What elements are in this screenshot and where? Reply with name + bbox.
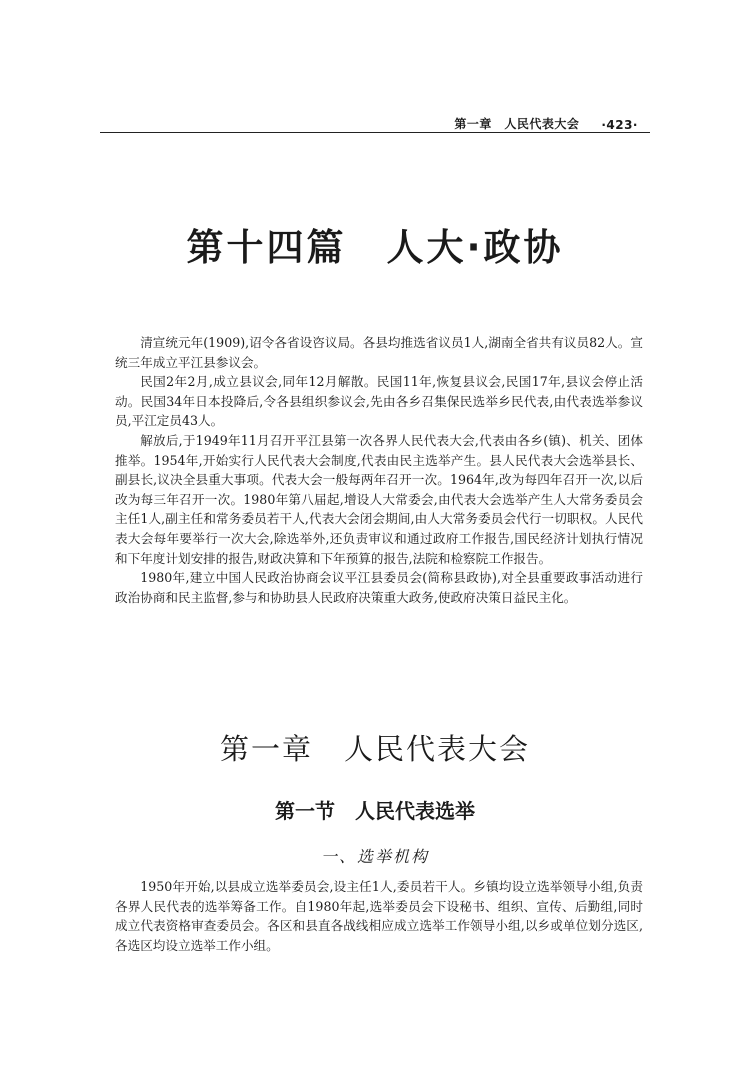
paragraph: 解放后,于1949年11月召开平江县第一次各界人民代表大会,代表由各乡(镇)、机关、团体推举。1954年,开始实行人民代表大会制度,代表由民主选举产生。县人民代表大会选举县长、副县长,议决全县重大事项。代表大会一般每两年召开一次。1964年,改为每四年召开一次,以后改为每三年召开一次。1980年第八届起,增设人大常委会,由代表大会选举产生人大常务委员会主任1人,副主任和常务委员若干人,代表大会闭会期间,由人大常务委员会代行一切职权。人民代表大会每年要举行一次大会,除选举外,还负责审议和通过政府工作报告,国民经济计划执行情况和下年度计划安排的报告,财政决算和下年预算的报告,法院和检察院工作报告。 — [115, 432, 643, 566]
intro-text — [115, 333, 643, 607]
chapter-title: 第一章 人民代表大会 — [219, 732, 530, 766]
paragraph: 1950年开始,以县成立选举委员会,设主任1人,委员若干人。乡镇均设立选举领导小组,负责各界人民代表的选举筹备工作。自1980年起,选举委员会下设秘书、组织、宣传、后勤组,同时成立代表资格审查委员会。各区和县直各战线相应成立选举工作领导小组,以乡或单位划分选区,各选区均设立选举工作小组。 — [115, 879, 643, 953]
running-header — [100, 110, 650, 133]
paragraph: 民国2年2月,成立县议会,同年12月解散。民国11年,恢复县议会,民国17年,县议会停止活动。民国34年日本投降后,令各县组织参议会,先由各乡召集保民选举乡民代表,由代表选举参议员,平江定员43人。 — [115, 374, 643, 429]
subsection-title: 一、选举机构 — [320, 847, 429, 866]
body-text — [115, 877, 643, 955]
paragraph: 清宣统元年(1909),诏令各省设咨议局。各县均推选省议员1人,湖南全省共有议员82人。宣统三年成立平江县参议会。 — [115, 335, 643, 370]
part-title: 第十四篇 人大·政协 — [186, 226, 564, 269]
section-title: 第一节 人民代表选举 — [275, 799, 475, 823]
running-header-chapter: 第一章 人民代表大会 — [454, 117, 580, 131]
page-number: ·423· — [601, 118, 638, 132]
paragraph: 1980年,建立中国人民政治协商会议平江县委员会(简称县政协),对全县重要政事活动进行政治协商和民主监督,参与和协助县人民政府决策重大政务,使政府决策日益民主化。 — [115, 570, 643, 605]
